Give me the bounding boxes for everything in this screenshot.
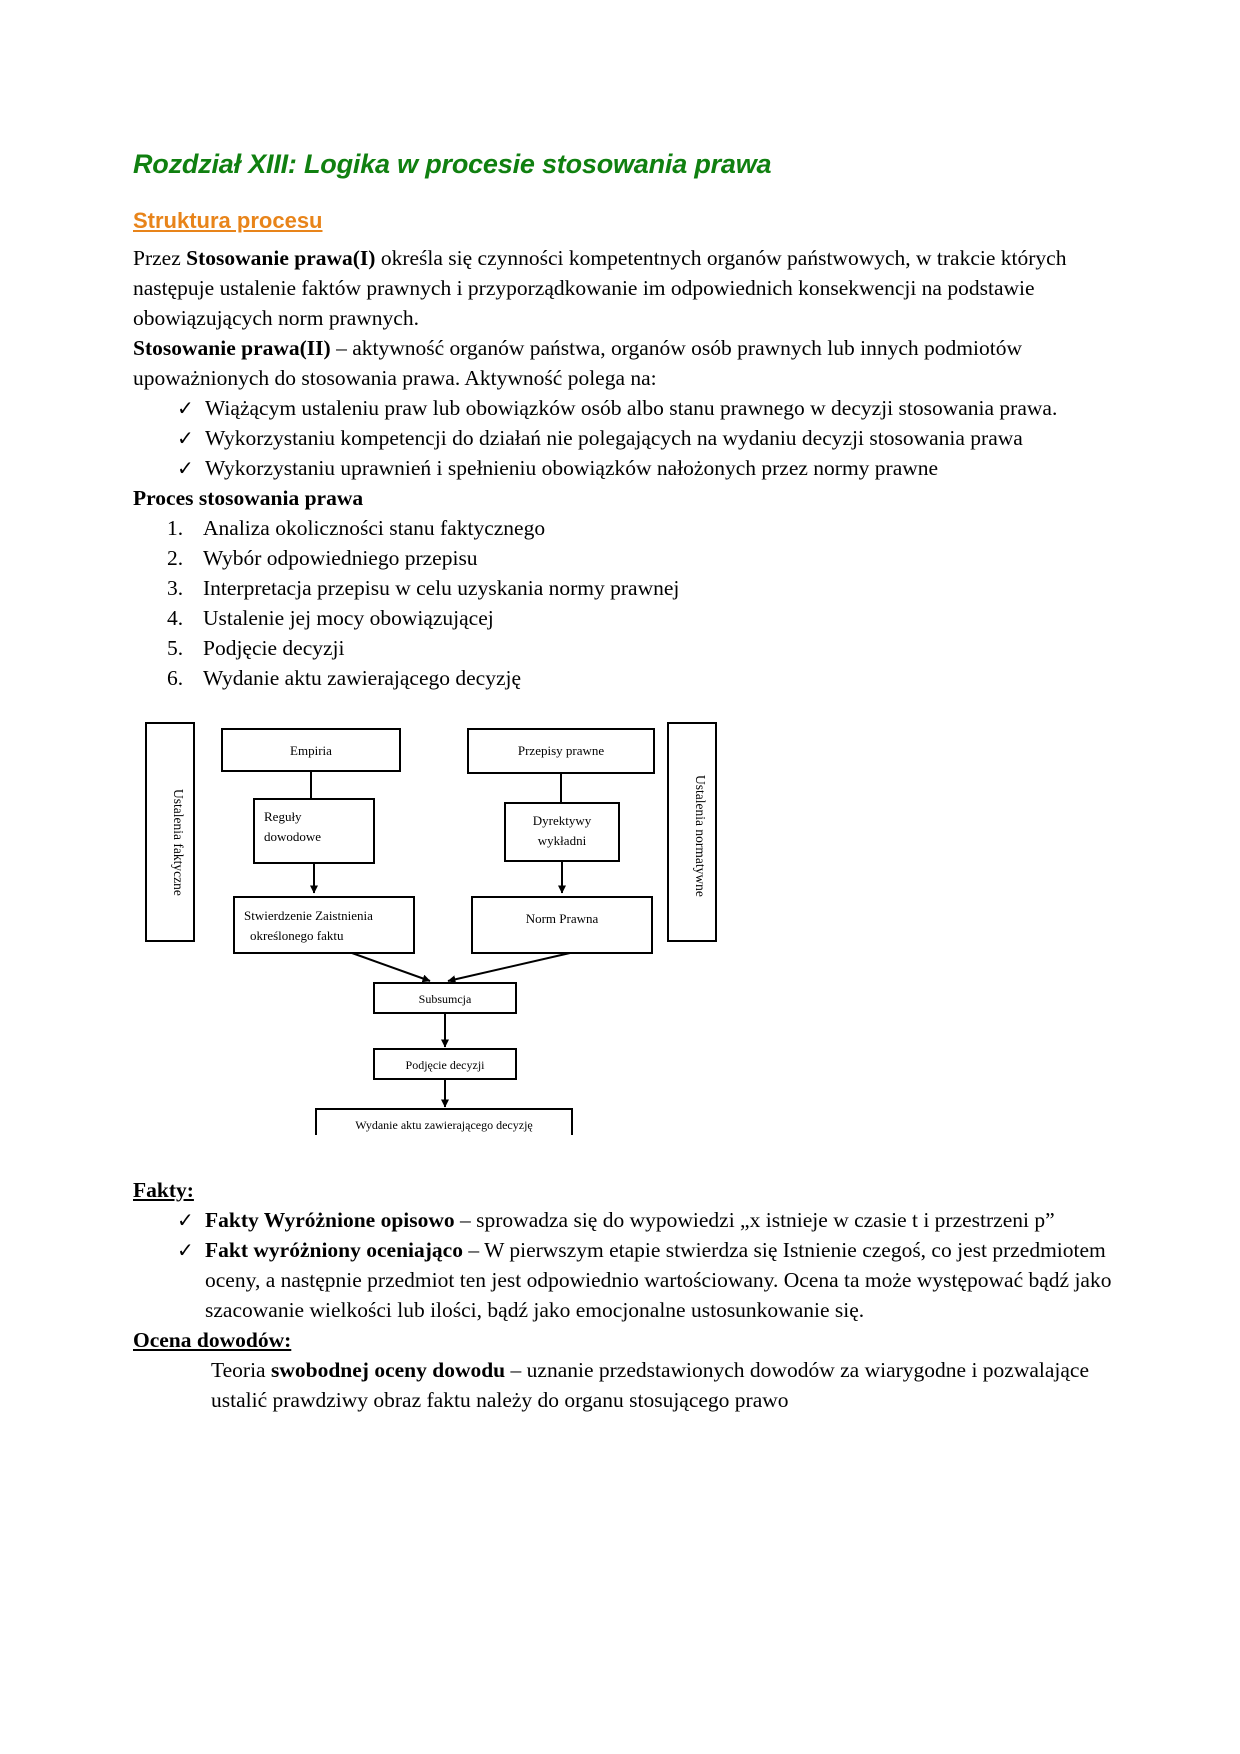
diagram-box-dyrektywy-wykladni: [505, 803, 619, 861]
step-label: Interpretacja przepisu w celu uzyskania normy prawnej: [203, 575, 680, 600]
step-number: 2.: [167, 545, 184, 570]
diagram-connector-stwierdzenie-subsumcja: [352, 953, 430, 981]
diagram-box-dyrektywy-label-2: wykładni: [537, 832, 587, 848]
fact-description: – W pierwszym etapie stwierdza się Istnienie czegoś, co jest przedmiotem oceny, a następnie przedmiot ten jest odpowiednio wartościowany. Ocena ta może występować bądź jako szacowanie wielkości lub ilości, bądź jako emocjonalne ustosunkowanie się.: [205, 1237, 1112, 1322]
check-icon: ✓: [177, 1207, 194, 1232]
diagram-box-reguly-dowodowe-label-2: dowodowe: [264, 828, 322, 844]
section-heading-ocena-dowodow: Ocena dowodów:: [133, 1327, 292, 1352]
fact-term: Fakt wyróżniony oceniająco: [205, 1237, 463, 1262]
diagram-box-empiria-label: Empiria: [290, 742, 332, 758]
list-item-label: Wiążącym ustaleniu praw lub obowiązków osób albo stanu prawnego w decyzji stosowania prawa.: [205, 395, 1058, 420]
list-item: [133, 453, 1120, 483]
evidence-prefix: Teoria: [211, 1357, 271, 1382]
para1-prefix: Przez: [133, 245, 187, 270]
section-heading-fakty: Fakty:: [133, 1177, 194, 1202]
list-item: [133, 633, 1120, 663]
step-number: 4.: [167, 605, 184, 630]
evidence-description: – uznanie przedstawionych dowodów za wiarygodne i pozwalające ustalić prawdziwy obraz faktu należy do organu stosującego prawo: [211, 1357, 1090, 1412]
diagram-box-subsumcja-label: Subsumcja: [418, 991, 472, 1006]
fact-description: – sprowadza się do wypowiedzi „x istnieje w czasie t i przestrzeni p”: [454, 1207, 1055, 1232]
facts-list: [133, 1205, 1120, 1325]
step-number: 6.: [167, 665, 184, 690]
diagram-box-stwierdzenie-zaistnienia: [234, 897, 414, 953]
diagram-box-przepisy-prawne-label: Przepisy prawne: [517, 742, 605, 758]
process-steps-list: [133, 513, 1120, 693]
check-icon: ✓: [177, 455, 194, 480]
paragraph-stosowanie-prawa-2: [133, 333, 1120, 393]
step-number: 1.: [167, 515, 184, 540]
step-label: Wydanie aktu zawierającego decyzję: [203, 665, 522, 690]
list-item: [133, 543, 1120, 573]
list-item: [133, 573, 1120, 603]
subheading-proces-stosowania-prawa: Proces stosowania prawa: [133, 485, 364, 510]
diagram-band-left-label: Ustalenia faktyczne: [171, 788, 186, 896]
list-item-label: Wykorzystaniu uprawnień i spełnieniu obowiązków nałożonych przez normy prawne: [205, 455, 939, 480]
step-label: Analiza okoliczności stanu faktycznego: [203, 515, 546, 540]
para1-rest: określa się czynności kompetentnych organów państwowych, w trakcie których następuje ustalenie faktów prawnych i przyporządkowanie im odpowiednich konsekwencji na podstawie obowiązujących norm prawnych.: [133, 245, 1067, 330]
list-item: [133, 663, 1120, 693]
diagram-box-stwierdzenie-label-2: określonego faktu: [250, 927, 344, 943]
list-item: [133, 423, 1120, 453]
check-icon: ✓: [177, 395, 194, 420]
list-item: [133, 1205, 1120, 1235]
step-number: 5.: [167, 635, 184, 660]
step-number: 3.: [167, 575, 184, 600]
para1-bold-term: Stosowanie prawa(I): [186, 245, 376, 270]
diagram-box-wydanie-aktu-label: Wydanie aktu zawierającego decyzję: [355, 1117, 533, 1132]
check-icon: ✓: [177, 425, 194, 450]
list-item: [133, 513, 1120, 543]
diagram-band-right-label: Ustalenia normatywne: [693, 774, 708, 897]
spacer: [133, 1135, 1120, 1175]
list-item: [133, 1355, 1120, 1415]
list-item: [133, 603, 1120, 633]
list-item: [133, 1235, 1120, 1325]
step-label: Ustalenie jej mocy obowiązującej: [203, 605, 494, 630]
list-item: [133, 393, 1120, 423]
section-heading-struktura: Struktura procesu: [133, 207, 323, 233]
check-icon: ✓: [177, 1237, 194, 1262]
fact-term: Fakty Wyróżnione opisowo: [205, 1207, 455, 1232]
activity-check-list: [133, 393, 1120, 483]
law-application-flowchart: [138, 715, 868, 1135]
diagram-connector-norm-subsumcja: [448, 953, 570, 981]
list-item-label: Wykorzystaniu kompetencji do działań nie polegających na wydaniu decyzji stosowania prawa: [205, 425, 1023, 450]
diagram-box-podjecie-decyzji-label: Podjęcie decyzji: [405, 1057, 485, 1072]
para2-rest: – aktywność organów państwa, organów osób prawnych lub innych podmiotów upoważnionych do stosowania prawa. Aktywność polega na:: [133, 335, 1022, 390]
step-label: Podjęcie decyzji: [203, 635, 345, 660]
diagram-box-dyrektywy-label-1: Dyrektywy: [532, 812, 592, 828]
step-label: Wybór odpowiedniego przepisu: [203, 545, 478, 570]
diagram-box-norm-prawna-label: Norm Prawna: [525, 910, 599, 926]
diagram-box-stwierdzenie-label-1: Stwierdzenie Zaistnienia: [244, 907, 373, 923]
para2-bold-term: Stosowanie prawa(II): [133, 335, 331, 360]
evidence-list: [133, 1355, 1120, 1415]
page-title: Rozdział XIII: Logika w procesie stosowania prawa: [133, 149, 772, 179]
evidence-term: swobodnej oceny dowodu: [270, 1357, 506, 1382]
diagram-box-reguly-dowodowe-label-1: Reguły: [264, 808, 302, 824]
paragraph-stosowanie-prawa-1: [133, 243, 1120, 333]
